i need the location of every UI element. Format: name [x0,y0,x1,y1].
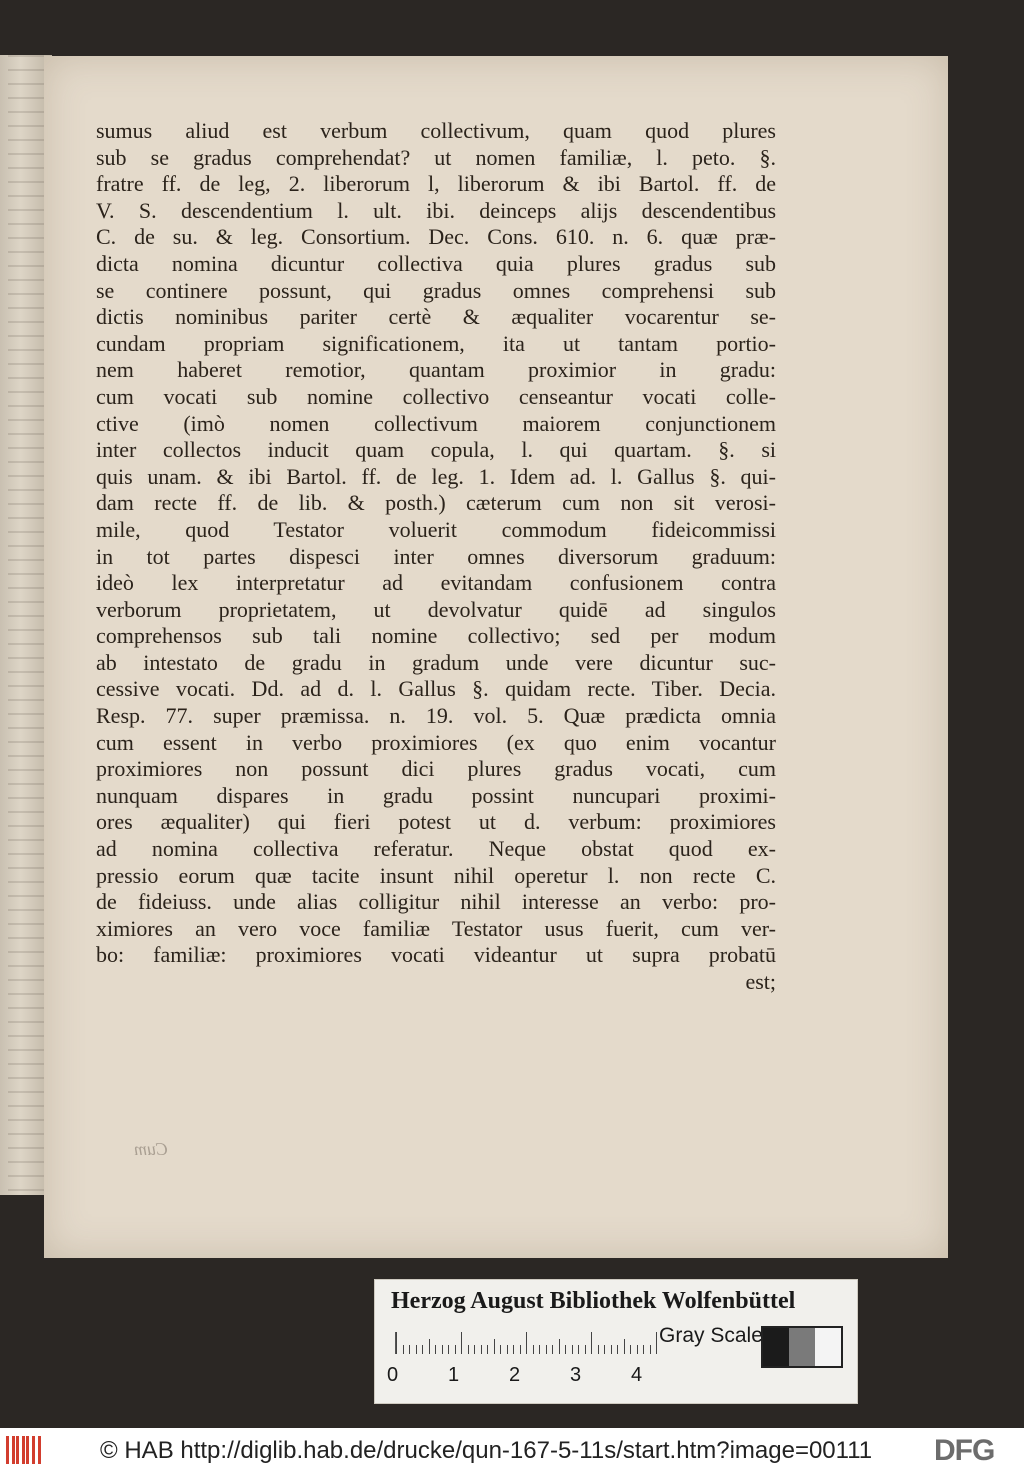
text-line: dam recte ff. de lib. & posth.) cæterum cum non sit verosi- [96,490,776,516]
ruler-tick [396,1332,397,1354]
text-line: fratre ff. de leg, 2. liberorum l, liberorum & ibi Bartol. ff. de [96,171,776,197]
ruler-tick [526,1332,527,1354]
ruler-tick [578,1345,579,1354]
text-line: proximiores non possunt dici plures gradus vocati, cum [96,756,776,782]
ruler-tick [487,1345,488,1354]
ruler-tick [585,1345,586,1354]
ruler-tick [656,1332,657,1354]
text-line: mile, quod Testator voluerit commodum fideicommissi [96,516,776,542]
ruler-tick [546,1345,547,1354]
ruler-number: 0 [387,1364,399,1386]
ruler-tick [643,1345,644,1354]
ruler-tick [591,1332,592,1354]
ruler-tick [630,1345,631,1354]
ruler-number: 4 [631,1364,643,1386]
ruler-tick [520,1345,521,1354]
ruler-tick [598,1345,599,1354]
ruler-tick [572,1345,573,1354]
text-line: de fideiuss. unde alias colligitur nihil interesse an verbo: pro- [96,889,776,915]
text-line: dicta nomina dicuntur collectiva quia plures gradus sub [96,250,776,276]
barcode-bar [32,1436,35,1464]
ruler-tick [435,1345,436,1354]
ruler-tick [552,1345,553,1354]
ruler-tick [468,1345,469,1354]
text-line: inter collectos inducit quam copula, l. qui quartam. §. si [96,437,776,463]
gray-scale-swatches [761,1326,843,1368]
text-line: ideò lex interpretatur ad evitandam confusionem contra [96,570,776,596]
text-line: se continere possunt, qui gradus omnes comprehensi sub [96,277,776,303]
gray-scale-label: Gray Scale [659,1324,763,1347]
ruler-tick [461,1332,462,1354]
text-line: in tot partes dispesci inter omnes diversorum graduum: [96,543,776,569]
ruler-tick [533,1345,534,1354]
barcode-bar [22,1436,25,1464]
text-line: quis unam. & ibi Bartol. ff. de leg. 1. Idem ad. l. Gallus §. qui- [96,463,776,489]
ruler-tick [539,1345,540,1354]
text-line: pressio eorum quæ tacite insunt nihil operetur l. non recte C. [96,862,776,888]
text-line: ores æqualiter) qui fieri potest ut d. verbum: proximiores [96,809,776,835]
dfg-logo: DFG [934,1434,995,1467]
text-line: ad nomina collectiva referatur. Neque obstat quod ex- [96,836,776,862]
bleed-through-text: Cum [134,1139,169,1159]
ruler-tick [403,1345,404,1354]
ruler-tick [422,1345,423,1354]
text-line: ximiores an vero voce familiæ Testator usus fuerit, cum ver- [96,915,776,941]
ruler-tick [604,1345,605,1354]
ruler-tick [474,1345,475,1354]
ruler-tick [494,1339,495,1354]
ruler-number: 3 [570,1364,582,1386]
text-line: nem haberet remotior, quantam proximior in gradu: [96,357,776,383]
text-line: C. de su. & leg. Consortium. Dec. Cons. 610. n. 6. quæ præ- [96,224,776,250]
text-line: comprehensos sub tali nomine collectivo; sed per modum [96,623,776,649]
text-line: sub se gradus comprehendat? ut nomen familiæ, l. peto. §. [96,144,776,170]
text-line: cessive vocati. Dd. ad d. l. Gallus §. quidam recte. Tiber. Decia. [96,676,776,702]
page-text [96,118,776,996]
catchword: est; [745,969,776,994]
library-name: Herzog August Bibliothek Wolfenbüttel [391,1288,796,1314]
text-line: Resp. 77. super præmissa. n. 19. vol. 5. Quæ prædicta omnia [96,703,776,729]
gray-swatch [789,1328,815,1366]
copyright-link[interactable]: © HAB http://diglib.hab.de/drucke/qun-167-5-11s/start.htm?image=00111 [100,1437,873,1464]
ruler-tick [513,1345,514,1354]
ruler-number: 2 [509,1364,521,1386]
text-line: ab intestato de gradu in gradum unde vere dicuntur suc- [96,649,776,675]
ruler-tick [559,1339,560,1354]
ruler-tick [507,1345,508,1354]
ruler-tick [617,1345,618,1354]
ruler-tick [565,1345,566,1354]
gray-swatch [763,1328,789,1366]
text-line: verborum proprietatem, ut devolvatur quidē ad singulos [96,596,776,622]
text-line: cundam propriam significationem, ita ut tantam portio- [96,330,776,356]
ruler-numbers [387,1364,687,1394]
barcode-bar [38,1436,41,1464]
barcode-bar [12,1436,15,1464]
barcode-bar [16,1436,19,1464]
viewer-footer [0,1428,1024,1471]
text-line: bo: familiæ: proximiores vocati videantur ut supra probatū [96,942,776,968]
ruler-tick [442,1345,443,1354]
barcode-icon [6,1436,46,1464]
ruler-tick [624,1339,625,1354]
gray-swatch [815,1328,841,1366]
ruler-tick [429,1339,430,1354]
scale-ruler [395,1332,658,1354]
text-line: sumus aliud est verbum collectivum, quam quod plures [96,118,776,143]
ruler-tick [416,1345,417,1354]
ruler-tick [500,1345,501,1354]
ruler-tick [481,1345,482,1354]
barcode-bar [6,1436,9,1464]
ruler-tick [409,1345,410,1354]
ruler-tick [650,1345,651,1354]
ruler-tick [448,1345,449,1354]
library-color-card [374,1279,858,1404]
text-line: dictis nominibus pariter certè & æqualiter vocarentur se- [96,304,776,330]
text-line: nunquam dispares in gradu possint nuncupari proximi- [96,782,776,808]
text-line: cum essent in verbo proximiores (ex quo enim vocantur [96,729,776,755]
text-line: ctive (imò nomen collectivum maiorem conjunctionem [96,410,776,436]
ruler-tick [455,1345,456,1354]
text-line: V. S. descendentium l. ult. ibi. deinceps alijs descendentibus [96,197,776,223]
barcode-bar [26,1436,29,1464]
text-line: cum vocati sub nomine collectivo censeantur vocati colle- [96,383,776,409]
ruler-number: 1 [448,1364,460,1386]
ruler-tick [637,1345,638,1354]
ruler-tick [611,1345,612,1354]
